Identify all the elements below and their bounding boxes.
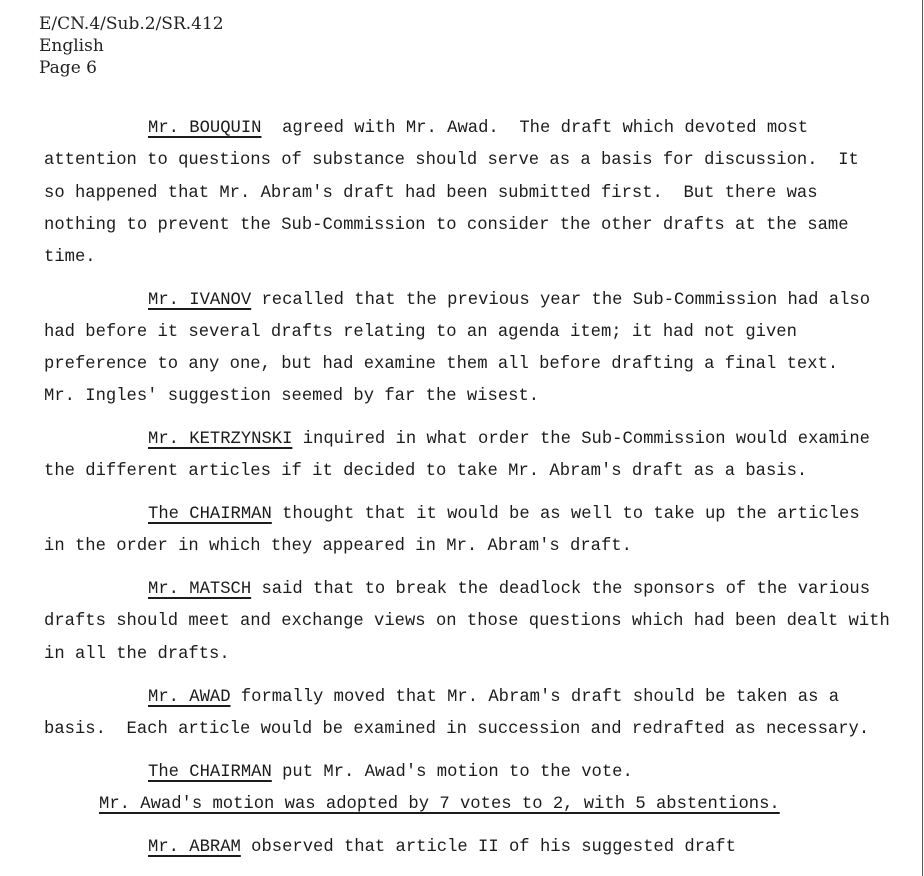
text-line: recalled that the previous year the Sub-Commission had also bbox=[251, 291, 871, 310]
vote-decision bbox=[99, 794, 780, 816]
document-symbol: E/CN.4/Sub.2/SR.412 bbox=[39, 14, 224, 34]
text-line: basis. Each article would be examined in succession and redrafted as necessary. bbox=[44, 720, 870, 739]
speaker-name: Mr. IVANOV bbox=[148, 291, 252, 310]
speaker-name: Mr. BOUQUIN bbox=[148, 119, 262, 138]
paragraph-first-line bbox=[148, 290, 870, 312]
speaker-name: The CHAIRMAN bbox=[148, 763, 272, 782]
text-line: had before it several drafts relating to an agenda item; it had not given bbox=[44, 323, 797, 342]
speaker-name: The CHAIRMAN bbox=[148, 505, 272, 524]
text-line: time. bbox=[44, 248, 96, 267]
document-header bbox=[39, 13, 224, 79]
text-line: in the order in which they appeared in Mr. Abram's draft. bbox=[44, 537, 632, 556]
page-edge-line bbox=[922, 0, 923, 876]
text-line: attention to questions of substance should serve as a basis for discussion. It bbox=[44, 151, 859, 170]
text-line: observed that article II of his suggested draft bbox=[240, 838, 736, 857]
paragraph-first-line bbox=[148, 837, 736, 859]
text-line: formally moved that Mr. Abram's draft should be taken as a bbox=[230, 688, 840, 707]
text-line: said that to break the deadlock the sponsors of the various bbox=[251, 580, 871, 599]
speaker-name: Mr. AWAD bbox=[148, 688, 231, 707]
text-line: so happened that Mr. Abram's draft had been submitted first. But there was bbox=[44, 184, 818, 203]
text-line: preference to any one, but had examine them all before drafting a final text. bbox=[44, 355, 839, 374]
text-line: put Mr. Awad's motion to the vote. bbox=[271, 763, 633, 782]
page-number: Page 6 bbox=[39, 58, 97, 78]
speaker-name: Mr. MATSCH bbox=[148, 580, 252, 599]
document-language: English bbox=[39, 36, 104, 56]
text-line: nothing to prevent the Sub-Commission to consider the other drafts at the same bbox=[44, 216, 849, 235]
text-line: thought that it would be as well to take up the articles bbox=[271, 505, 860, 524]
decision-text: Mr. Awad's motion was adopted by 7 votes to 2, with 5 abstentions. bbox=[99, 795, 780, 814]
text-line: inquired in what order the Sub-Commission would examine bbox=[292, 430, 871, 449]
text-line: agreed with Mr. Awad. The draft which devoted most bbox=[261, 119, 809, 138]
text-line: drafts should meet and exchange views on those questions which had been dealt with bbox=[44, 612, 890, 631]
speaker-name: Mr. KETRZYNSKI bbox=[148, 430, 293, 449]
paragraph-first-line bbox=[148, 429, 870, 451]
text-line: the different articles if it decided to take Mr. Abram's draft as a basis. bbox=[44, 462, 808, 481]
paragraph-first-line bbox=[148, 762, 633, 784]
paragraph-first-line bbox=[148, 687, 839, 709]
text-line: Mr. Ingles' suggestion seemed by far the wisest. bbox=[44, 387, 540, 406]
speaker-name: Mr. ABRAM bbox=[148, 838, 241, 857]
paragraph-first-line bbox=[148, 579, 870, 601]
paragraph-first-line bbox=[148, 504, 860, 526]
text-line: in all the drafts. bbox=[44, 645, 230, 664]
paragraph-first-line bbox=[148, 118, 808, 140]
